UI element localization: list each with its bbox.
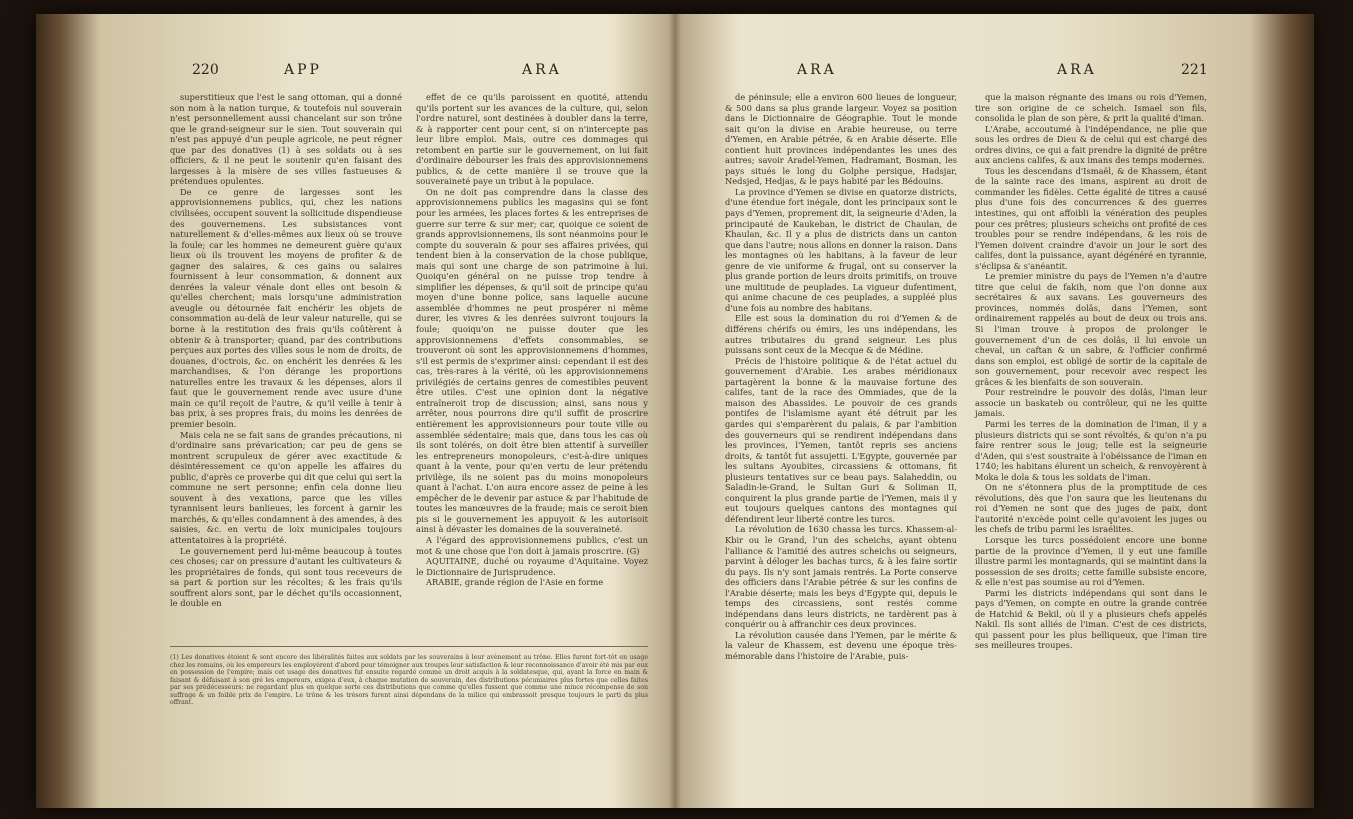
header-keyword-left: APP: [284, 62, 322, 78]
left-running-head: [192, 62, 592, 86]
header-keyword-right: ARA: [1057, 62, 1097, 78]
paragraph: Parmi les terres de la domination de l'iman, il y a plusieurs districts qui se sont révoltés, & qu'on n'a pu faire rentrer sous le joug; telle est la seigneurie d'Aden, qui s'est soustraite à l'obéissance de l'iman en 1740; les habitans élurent un scheich, & renvoyèrent à Moka le dola & tous les soldats de l'iman.: [975, 418, 1207, 482]
footnote-rule: [170, 646, 648, 647]
right-column-1: [725, 92, 957, 661]
paragraph: que la maison régnante des imans ou rois d'Yemen, tire son origine de ce scheich. Ismael son fils, consolida le plan de son père, & prit la qualité d'iman.: [975, 92, 1207, 124]
paragraph: On ne s'étonnera plus de la promptitude de ces révolutions, dès que l'on saura que les lieutenans du roi d'Yemen ne sont que des juges de paix, dont l'autorité n'excède point celle qu'avoient les juges ou les chefs de tribu parmi les israélites.: [975, 482, 1207, 535]
paragraph: Lorsque les turcs possédoient encore une bonne partie de la province d'Yemen, il y eut une famille illustre parmi les montagnards, qui se maintint dans la possession de ses droits; cette famille subsiste encore, & elle n'est pas soumise au roi d'Yemen.: [975, 534, 1207, 588]
paragraph: Tous les descendans d'Ismaël, & de Khassem, étant de la sainte race des imans, aspirent au droit de commander les fidèles. Cette égalité de titres a causé plus d'une fois des concurrences & des guerres intestines, qui ont affoibli la vénération des peuples pour ces prêtres; plusieurs scheichs ont profité de ces troubles pour se rendre indépendans, & les rois de l'Yemen doivent craindre d'avoir un jour le sort des califes, dont la puissance, ayant dégénéré en tyrannie, s'éclipsa & s'anéantit.: [975, 165, 1207, 271]
left-column-1: [170, 92, 402, 642]
left-column-2: [416, 92, 648, 642]
paragraph: ARABIE, grande région de l'Asie en forme: [426, 577, 604, 588]
paragraph: Parmi les districts indépendans qui sont dans le pays d'Yemen, on compte en outre la grande contrée de Hatchid & Bekil, où il y a plusieurs chefs appelés Nakil. Ils sont alliés de l'iman. C'est de ces districts, qui passent pour les plus belliqueux, que l'iman tire ses meilleures troupes.: [975, 587, 1207, 651]
paragraph: La révolution de 1630 chassa les turcs. Khassem-al-Kbir ou le Grand, l'un des scheichs, ayant obtenu l'alliance & l'amitié des autres scheichs ou seigneurs, parvint à déloger les bachas turcs, & à les faire sortir du pays. Ils n'y sont jamais rentrés. La Porte conserve des officiers dans l'Arabie pétrée & sur les confins de l'Arabie déserte; mais les beys d'Egypte qui, depuis le temps des circassiens, sont restés comme indépendans dans leurs districts, ne tardèrent pas à conquérir ou à affranchir ces deux provinces.: [725, 524, 957, 630]
paragraph: La province d'Yemen se divise en quatorze districts, d'une étendue fort inégale, dont les principaux sont le pays d'Yemen, proprement dit, la seigneurie d'Aden, la principauté de Kaukeban, le district de Chaulan, de Khaulan, &c. Il y a plus de districts dans un canton que dans l'autre; nous allons en donner la raison. Dans les montagnes où les habitans, à la faveur de leur genre de vie uniforme & frugal, ont su conserver la plus grande portion de leurs droits primitifs, on trouve une multitude de peuplades. La vigueur dufentiment, qui anime chacune de ces peuplades, a suppléé plus d'une fois au nombre des habitans.: [725, 186, 957, 313]
paragraph: superstitieux que l'est le sang ottoman, qui a donné son nom à la nation turque, & toutefois nul souverain n'est personnellement aussi chancelant sur son trône que le grand-seigneur sur le sien. Tout souverain qui n'est pas appuyé d'un peuple agricole, ne peut régner que par des donatives (1) à ses soldats ou à ses officiers, & il ne peut le soutenir qu'en faisant des largesses à la misère de ses villes fastueuses & prétendues opulentes.: [170, 92, 402, 187]
paragraph: L'Arabe, accoutumé à l'indépendance, ne plie que sous les ordres de Dieu & de celui qui est chargé des ordres divins, ce qui a fait prendre la dignité de prêtre aux anciens califes, & aux imans des temps modernes.: [975, 123, 1207, 166]
paragraph: La révolution causée dans l'Yemen, par le mérite & la valeur de Khassem, est devenu une époque très-mémorable dans l'histoire de l'Arabie, puis-: [725, 629, 957, 661]
page-number: 221: [1181, 62, 1208, 78]
header-keyword-right: ARA: [522, 62, 562, 78]
paragraph: De ce genre de largesses sont les approvisionnemens publics, qui, chez les nations civilisées, occupent souvent la sollicitude dispendieuse des gouvernemens. Les subsistances vont naturellement & d'elles-mêmes aux lieux où se trouve la foule; car les hommes ne demeurent guère qu'aux lieux où ils trouvent les moyens de profiter & de gagner des salaires, & ces gains ou salaires fournissent à leur consommation, & donnent aux denrées la valeur vénale dont elles ont besoin & qu'elles cherchent; mais lorsqu'une administration aveugle ou détournée fait enchérir les objets de consommation au-delà de leur valeur naturelle, qui se borne à la restitution des frais qu'ils coûtèrent à obtenir & à transporter; quand, par des contributions perçues aux portes des villes sous le nom de droits, de douanes, d'octrois, &c. on enchérit les denrées & les marchandises, & l'on dérange les proportions naturelles entre les travaux & les dépenses, alors il faut que le gouvernement rende avec usure d'une main ce qu'il reçoit de l'autre, & qu'il veille à tenir à bas prix, à ses propres frais, du moins les denrées de premier besoin.: [170, 186, 402, 429]
paragraph: Précis de l'histoire politique & de l'état actuel du gouvernement d'Arabie. Les arabes méridionaux partagèrent la bonne & la mauvaise fortune des califes, tant de la race des Ommiades, que de la maison des Abassides. Le pouvoir de ces grands pontifes de l'islamisme ayant été détruit par les gardes qui s'emparèrent du palais, & par l'ambition des gouverneurs qui se rendirent indépendans dans les provinces, l'Yemen, tantôt repris ses anciens droits, & tantôt fut assujetti. L'Egypte, gouvernée par les sultans Ayoubites, circassiens & ottomans, fit plusieurs tentatives sur ce beau pays. Salaheddin, ou Saladin-le-Grand, le Sultan Guri & Soliman II, conquirent la plus grande partie de l'Yemen, mais il y eut toujours quelques cantons des montagnes qui défendirent leur liberté contre les turcs.: [725, 355, 957, 524]
right-page: [675, 14, 1314, 808]
paragraph: On ne doit pas comprendre dans la classe des approvisionnemens publics les magasins qui se font pour les armées, les places fortes & les entreprises de guerre sur terre & sur mer; car, quoique ce soient de grands approvisionnemens, ils sont néanmoins pour le compte du souverain & pour ses affaires privées, qui tendent bien à la conservation de la chose publique, mais qui sont une charge de son patrimoine à lui. Quoiqu'en général on ne puisse trop tendre à simplifier les dépenses, & qu'il soit de principe qu'au moyen d'une bonne police, sans laquelle aucune assemblée d'hommes ne peut prospérer ni même durer, les vivres & les denrées suivront toujours la foule; quoiqu'on ne puisse douter que les approvisionnemens d'effets consommables, se trouveront où sont les approvisionnemens d'hommes, s'il est permis de s'exprimer ainsi: cependant il est des cas, très-rares à la vérité, où les approvisionnemens privilégiés de certains genres de comestibles peuvent être utiles. C'est une opinion dont la négative entraîneroit trop de discussion; ainsi, sans nous y arrêter, nous pourrons dire qu'il suffit de proscrire entièrement les approvisionneurs pour toute ville ou assemblée sédentaire; mais que, dans tous les cas où ils sont tolérés, on doit être bien attentif à surveiller les entrepreneurs monopoleurs, c'est-à-dire uniques quant à la vente, pour qu'en vertu de leur prétendu privilège, ils ne soient pas du moins monopoleurs quant à l'achat. L'on aura encore assez de peine à les empêcher de le devenir par astuce & par l'habitude de toutes les manœuvres de la fraude; mais ce seroit bien pis si le gouvernement les appuyoit & les autorisoit ainsi à dévaster les domaines de la souveraineté.: [416, 186, 648, 535]
paragraph: Pour restreindre le pouvoir des dolâs, l'iman leur associe un baskateb ou contrôleur, qui ne les quitte jamais.: [975, 387, 1207, 419]
book-spread: [36, 14, 1314, 808]
paragraph: AQUITAINE, duché ou royaume d'Aquitaine. Voyez le Dictionnaire de Jurisprudence.: [416, 556, 648, 577]
header-keyword-left: ARA: [797, 62, 837, 78]
paragraph: de péninsule; elle a environ 600 lieues de longueur, & 500 dans sa plus grande largeur. Voyez sa position dans le Dictionnaire de Géographie. Tout le monde sait qu'on la divise en Arabie heureuse, ou terre d'Yemen, en Arabie pétrée, & en Arabie déserte. Elle contient huit provinces indépendantes les unes des autres; savoir Aradel-Yemen, Hadramant, Bosman, les pays situés le long du Golphe persique, Hadsjar, Nedsjed, Hedjas, & le pays habité par les Bédouins.: [725, 92, 957, 187]
right-running-head: [757, 62, 1217, 86]
paragraph: Le gouvernement perd lui-même beaucoup à toutes ces choses; car on pressure d'autant les cultivateurs & les propriétaires de fonds, qui sont tous receveurs de sa part & portion sur les récoltes; & les frais qu'ils souffrent alors sont, par le déchet qu'ils occasionnent, le double en: [170, 545, 402, 609]
paragraph: Elle est sous la domination du roi d'Yemen & de différens chérifs ou émirs, les uns indépendans, les autres tributaires du grand seigneur. Les plus puissans sont ceux de la Mecque & de Médine.: [725, 313, 957, 356]
paragraph: Mais cela ne se fait sans de grandes précautions, ni d'ordinaire sans prévarication; car peu de gens se montrent scrupuleux de gérer avec exactitude & désintéressement ce qu'on appelle les affaires du public, d'après ce proverbe qui dit que celui qui sert la commune ne sert personne; enfin cela donne lieu souvent à des vexations, parce que les villes tyrannisent leurs banlieues, les forcent à garnir les marchés, & qu'elles condamnent à des amendes, à des saisies, &c. en vertu de loix municipales toujours attentatoires à la propriété.: [170, 429, 402, 545]
footnote: (1) Les donatives étoient & sont encore des libéralités faites aux soldats par les souverains à leur avènement au trône. Elles furent fort-tôt en usage chez les romains, où les empereurs les employèrent d'abord pour témoigner aux troupes leur satisfaction & leur reconnoissance d'avoir été mis par eux en possession de l'empire; mais cet usage des donatives fut ensuite regardé comme un droit acquis à la soldatesque, qui, ayant la force en main & faisant & défaisant à son gré les empereurs, exigea d'eux, à chaque mutation de souverain, des distributions pécuniaires plus fortes que celles faites par ses prédécesseurs; ne regardant plus en quelque sorte ces distributions que comme qu'elles fussent que comme une mince récompense de son suffrage & un foible prix de l'empire. Le trône & les trésors furent ainsi dépendans de la milice qui embrassoit presque toujours le parti du plus offrant.: [170, 654, 648, 706]
paragraph: A l'égard des approvisionnemens publics, c'est un mot & une chose que l'on doit à jamais proscrire. (G): [416, 534, 648, 556]
paragraph: effet de ce qu'ils paroissent en quotité, attendu qu'ils portent sur les avances de la culture, qui, selon l'ordre naturel, sont destinées à doubler dans la terre, & à rapporter cent pour cent, si on n'intercepte pas leur libre emploi. Mais, outre ces dommages qui retombent en partie sur le gouvernement, on lui fait d'ordinaire débourser les frais des approvisionnemens publics, & de cette manière il se trouve que la souveraineté paye un tribut à la populace.: [416, 92, 648, 187]
page-number: 220: [192, 62, 219, 78]
right-column-2: [975, 92, 1207, 732]
paragraph: Le premier ministre du pays de l'Yemen n'a d'autre titre que celui de fakih, nom que l'on donne aux secrétaires & aux savans. Les gouverneurs des provinces, nommés dolâs, dans l'Yemen, sont ordinairement rappelés au bout de deux ou trois ans. Si l'iman trouve à propos de prolonger le gouvernement d'un de ces dolâs, il lui envoie un cheval, un caftan & un sabre, & l'officier confirmé dans son emploi, est obligé de sortir de la capitale de son gouvernement, pour recevoir avec respect les grâces & les bienfaits de son souverain.: [975, 271, 1207, 387]
left-page: [36, 14, 675, 808]
